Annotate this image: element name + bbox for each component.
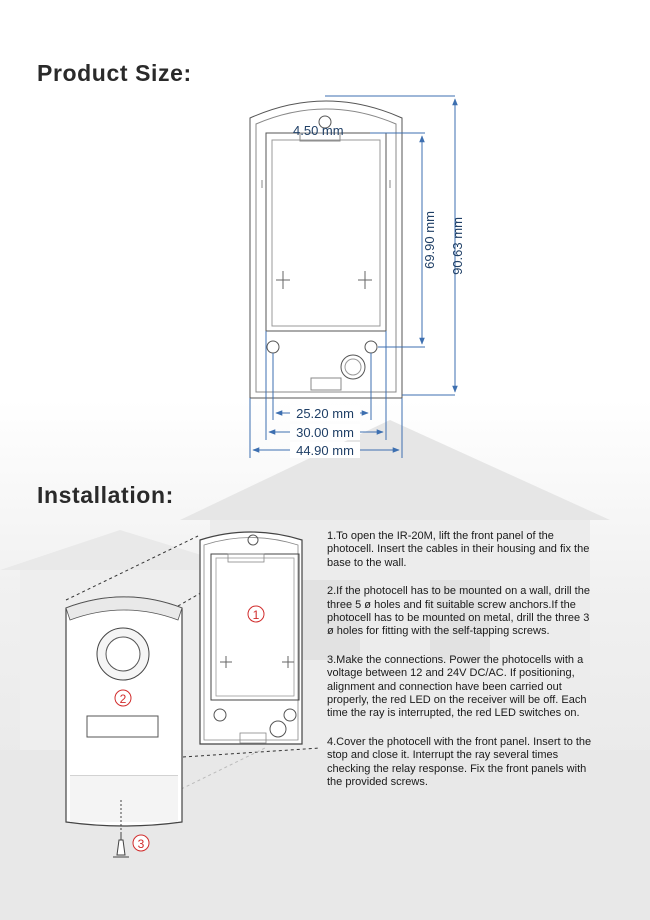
callout-1 (248, 606, 264, 622)
dim-inner-height: 69.90 mm (422, 211, 437, 269)
installation-step-1: 1.To open the IR-20M, lift the front panel of the photocell. Insert the cables in their housing and fix the base to the wall. (327, 530, 590, 569)
callout-3 (133, 835, 149, 851)
installation-drawing (66, 532, 320, 857)
left-hole (267, 341, 279, 353)
base-plate (200, 532, 302, 744)
dim-hole-spacing-top: 4.50 mm (293, 123, 344, 138)
installation-step-3: 3.Make the connections. Power the photocells with a voltage between 12 and 24V DC/AC. If positioning, alignment and connection have been carried out properly, the red LED on the receiver will be off. Each time the ray is interrupted, the red LED switches on. (327, 653, 587, 720)
dim-hole-spacing: 25.20 mm (296, 406, 354, 421)
callout-1-label: 1 (252, 608, 260, 622)
right-hole (365, 341, 377, 353)
front-cover (66, 597, 182, 826)
dimension-lines (250, 96, 455, 458)
product-size-title: Product Size: (37, 60, 192, 86)
lens-inner (106, 637, 140, 671)
dim-inner-width: 30.00 mm (296, 425, 354, 440)
inner-cavity (266, 133, 386, 331)
installation-steps (327, 530, 595, 805)
front-label-window (87, 716, 158, 737)
installation-title: Installation: (37, 482, 174, 508)
installation-step-2: 2.If the photocell has to be mounted on a wall, drill the three 5 ø holes and fit suitable screw anchors.If the photocell has to be mounted on metal, drill the three 3 ø holes for fitting with the self-tapping screws. (327, 585, 590, 638)
callout-2-label: 2 (119, 692, 127, 706)
callout-3-label: 3 (137, 837, 145, 851)
callout-2 (115, 690, 131, 706)
dim-total-width: 44.90 mm (296, 443, 354, 458)
dim-total-height: 90.63 mm (450, 217, 465, 275)
installation-step-4: 4.Cover the photocell with the front panel. Insert to the stop and close it. Interrupt the ray several times checking the relay response. Fix the front panels with the provided screws. (327, 735, 592, 789)
